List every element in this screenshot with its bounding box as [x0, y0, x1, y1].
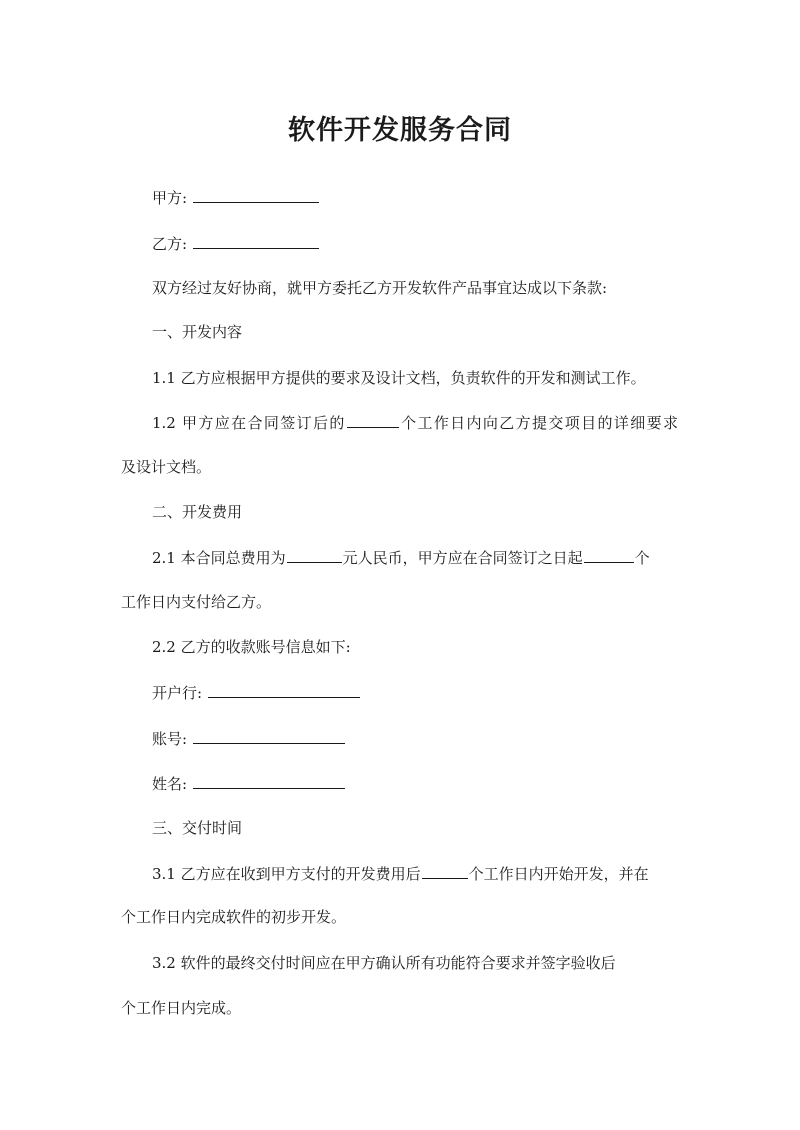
party-b-label: 乙方: — [152, 235, 188, 253]
clause-1-2-text-b: 个工作日内向乙方提交项目的详细要求 — [399, 414, 678, 432]
clause-2-1-line-1 — [152, 547, 650, 568]
total-fee-blank — [287, 547, 342, 563]
name-line — [152, 773, 346, 794]
bank-label: 开户行: — [152, 684, 203, 702]
party-a-label: 甲方: — [152, 189, 188, 207]
document-title: 软件开发服务合同 — [288, 115, 512, 146]
clause-2-2: 2.2 乙方的收款账号信息如下: — [152, 638, 351, 656]
clause-2-1-line-2: 工作日内支付给乙方。 — [121, 593, 272, 611]
party-a-line — [152, 187, 320, 208]
payment-days-blank — [584, 547, 634, 563]
name-label: 姓名: — [152, 775, 188, 793]
clause-1-2-line-2: 及设计文档。 — [121, 458, 212, 476]
party-b-line — [152, 233, 320, 254]
clause-3-1-text-b: 个工作日内开始开发，并在 — [468, 865, 649, 883]
clause-3-2-line-1: 3.2 软件的最终交付时间应在甲方确认所有功能符合要求并签字验收后 — [152, 954, 616, 972]
clause-1-2-text-a: 1.2 甲方应在合同签订后的 — [152, 414, 346, 432]
section-3-heading: 三、交付时间 — [152, 819, 243, 837]
clause-2-1-text-a: 2.1 本合同总费用为 — [152, 549, 286, 567]
clause-2-1-text-b: 元人民币，甲方应在合同签订之日起 — [342, 549, 583, 567]
clause-2-1-text-c: 个 — [634, 549, 650, 567]
clause-3-1-line-1 — [152, 863, 649, 884]
clause-3-2-line-2: 个工作日内完成。 — [121, 999, 242, 1017]
start-days-blank — [422, 863, 468, 879]
name-blank — [193, 773, 345, 789]
intro-paragraph: 双方经过友好协商，就甲方委托乙方开发软件产品事宜达成以下条款: — [152, 279, 608, 297]
clause-1-1: 1.1 乙方应根据甲方提供的要求及设计文档，负责软件的开发和测试工作。 — [152, 369, 646, 387]
section-1-heading: 一、开发内容 — [152, 323, 243, 341]
workdays-blank — [347, 412, 399, 428]
party-b-blank — [193, 233, 319, 249]
clause-1-2-line-1 — [152, 412, 678, 433]
account-blank — [193, 728, 345, 744]
bank-blank — [208, 682, 360, 698]
section-2-heading: 二、开发费用 — [152, 503, 243, 521]
bank-line — [152, 682, 361, 703]
account-label: 账号: — [152, 730, 188, 748]
account-line — [152, 728, 346, 749]
clause-3-1-text-a: 3.1 乙方应在收到甲方支付的开发费用后 — [152, 865, 421, 883]
party-a-blank — [193, 187, 319, 203]
clause-3-1-line-2: 个工作日内完成软件的初步开发。 — [121, 908, 347, 926]
